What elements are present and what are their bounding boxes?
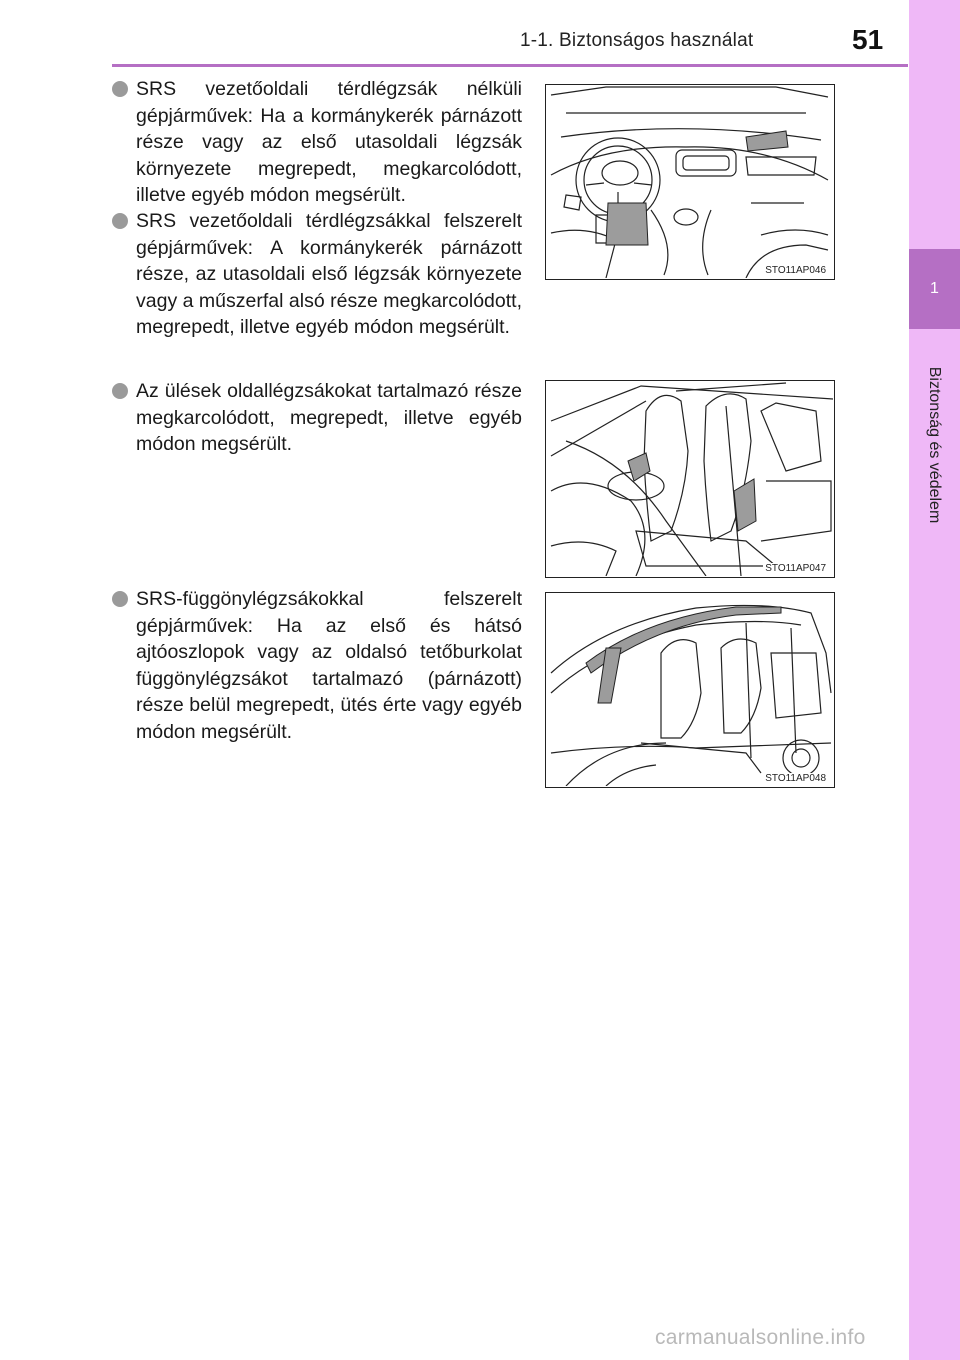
- bullet-icon: [112, 81, 128, 97]
- list-item: [112, 76, 522, 209]
- bullet-icon: [112, 383, 128, 399]
- list-item: [112, 586, 522, 745]
- chapter-number: 1: [909, 249, 960, 329]
- figure-curtain-airbags: [545, 592, 835, 788]
- list-item-text: SRS vezetőoldali térdlégzsák nélküli gépjárművek: Ha a kormánykerék párnázott része vagy az első utasoldali légzsák környezete megrepedt, megkarcolódott, illetve egyéb módon megsérült.: [136, 78, 522, 206]
- list-item-text: SRS-függönylégzsákokkal felszerelt gépjárművek: Ha az első és hátsó ajtóoszlopok vagy az oldalsó tetőburkolat függönylégzsákot tartalmazó (párnázott) része belül megrepedt, ütés érte vagy egyéb módon megsérült.: [136, 588, 522, 743]
- figure-code: STO11AP047: [765, 563, 826, 574]
- header-divider: [112, 64, 908, 67]
- figure-dashboard-airbag: [545, 84, 835, 280]
- page-number: 51: [852, 24, 884, 55]
- seats-illustration: [546, 381, 833, 576]
- list-item: [112, 208, 522, 341]
- chapter-side-tab: [909, 0, 960, 1360]
- list-item: [112, 378, 522, 458]
- curtain-airbag-illustration: [546, 593, 833, 786]
- section-title: 1-1. Biztonságos használat: [520, 30, 754, 51]
- figure-code: STO11AP048: [765, 773, 826, 784]
- figure-side-airbags: [545, 380, 835, 578]
- bullet-icon: [112, 213, 128, 229]
- watermark: carmanualsonline.info: [655, 1326, 866, 1349]
- figure-code: STO11AP046: [765, 265, 826, 276]
- list-item-text: SRS vezetőoldali térdlégzsákkal felszerelt gépjárművek: A kormánykerék párnázott része, az utasoldali első légzsák környezete vagy a műszerfal alsó része megkarcolódott, megrepedt, illetve egyéb módon megsérült.: [136, 210, 522, 338]
- bullet-icon: [112, 591, 128, 607]
- dashboard-illustration: [546, 85, 833, 278]
- chapter-title: Biztonság és védelem: [926, 366, 943, 524]
- list-item-text: Az ülések oldallégzsákokat tartalmazó része megkarcolódott, megrepedt, illetve egyéb módon megsérült.: [136, 380, 522, 455]
